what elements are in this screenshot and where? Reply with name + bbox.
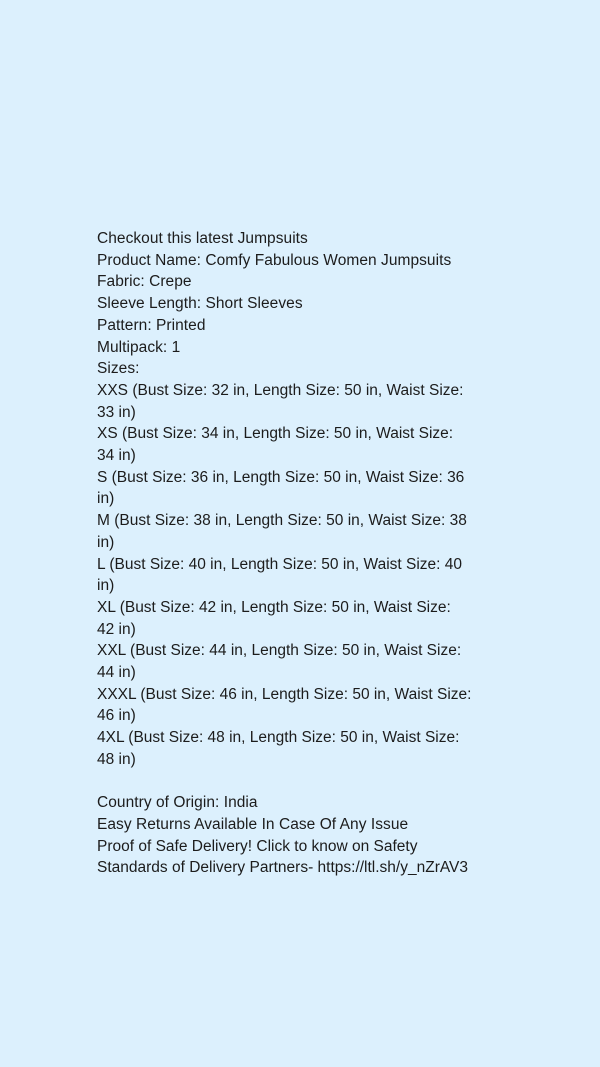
attribute-sleeve-length: Sleeve Length: Short Sleeves	[97, 295, 303, 313]
attribute-fabric: Fabric: Crepe	[97, 273, 192, 291]
size-entry-xl: XL (Bust Size: 42 in, Length Size: 50 in, Waist Size: 42 in)	[97, 598, 451, 638]
size-entry-4xl: 4XL (Bust Size: 48 in, Length Size: 50 in, Waist Size: 48 in)	[97, 729, 460, 768]
size-entry-m: M (Bust Size: 38 in, Length Size: 50 in, Waist Size: 38 in)	[97, 512, 467, 551]
size-entry-xxs: XXS (Bust Size: 32 in, Length Size: 50 in, Waist Size: 33 in)	[97, 381, 464, 421]
blank-line-spacer	[97, 771, 517, 793]
size-entry-l: L (Bust Size: 40 in, Length Size: 50 in, Waist Size: 40 in)	[97, 555, 463, 595]
country-of-origin: Country of Origin: India	[97, 794, 258, 812]
safe-delivery-note: Proof of Safe Delivery! Click to know on Safety Standards of Delivery Partners- https://ltl.sh/y_nZrAV3	[97, 837, 469, 877]
size-entry-xxl: XXL (Bust Size: 44 in, Length Size: 50 in, Waist Size: 44 in)	[97, 642, 462, 682]
size-entry-xxxl: XXXL (Bust Size: 46 in, Length Size: 50 in, Waist Size: 46 in)	[97, 685, 472, 725]
returns-policy: Easy Returns Available In Case Of Any Issue	[97, 815, 409, 833]
header-line: Checkout this latest Jumpsuits	[97, 230, 308, 247]
attribute-product-name: Product Name: Comfy Fabulous Women Jumpsuits	[97, 251, 452, 269]
size-entry-xs: XS (Bust Size: 34 in, Length Size: 50 in, Waist Size: 34 in)	[97, 425, 454, 465]
attribute-multipack: Multipack: 1	[97, 338, 181, 356]
description-text-block	[97, 228, 517, 879]
sizes-label: Sizes:	[97, 360, 140, 378]
attribute-pattern: Pattern: Printed	[97, 316, 206, 334]
size-entry-s: S (Bust Size: 36 in, Length Size: 50 in, Waist Size: 36 in)	[97, 468, 465, 508]
